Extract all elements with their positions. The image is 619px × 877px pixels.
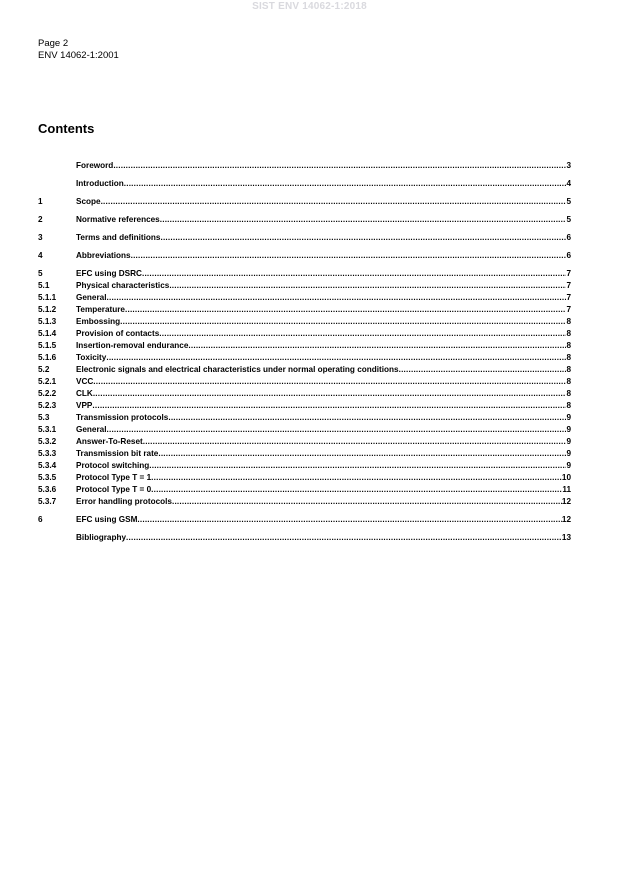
- toc-number: 5.3.5: [38, 473, 57, 482]
- page-header: [38, 38, 119, 62]
- toc-number: 5: [38, 269, 43, 278]
- toc-page: 9: [566, 449, 571, 458]
- toc-page: 8: [566, 377, 571, 386]
- toc-number: 5.3.7: [38, 497, 57, 506]
- toc-leader: [126, 532, 562, 543]
- toc-entry[interactable]: [38, 196, 571, 207]
- toc-number: 5.3.2: [38, 437, 57, 446]
- toc-entry[interactable]: [38, 352, 571, 363]
- toc-number: 5.1.5: [38, 341, 57, 350]
- toc-number: 5.3: [38, 413, 50, 422]
- toc-page: 7: [566, 293, 571, 302]
- toc-entry[interactable]: [38, 388, 571, 399]
- toc-entry[interactable]: [38, 514, 571, 525]
- toc-page: 9: [566, 413, 571, 422]
- toc-number: 5.2.3: [38, 401, 57, 410]
- toc-leader: [124, 178, 567, 189]
- toc-number: 2: [38, 215, 43, 224]
- toc-page: 8: [566, 353, 571, 362]
- toc-leader: [168, 412, 566, 423]
- toc-entry[interactable]: [38, 316, 571, 327]
- toc-title: Protocol Type T = 0: [76, 485, 152, 494]
- toc-title: Protocol switching: [76, 461, 150, 470]
- toc-number: 5.3.4: [38, 461, 57, 470]
- toc-page: 8: [566, 317, 571, 326]
- toc-title: Foreword: [76, 161, 114, 170]
- toc-entry[interactable]: [38, 484, 571, 495]
- toc-title: Terms and definitions: [76, 233, 161, 242]
- toc-number: 3: [38, 233, 43, 242]
- toc-title: Embossing: [76, 317, 121, 326]
- toc-leader: [107, 292, 567, 303]
- toc-page: 7: [566, 269, 571, 278]
- toc-entry[interactable]: [38, 250, 571, 261]
- toc-page: 9: [566, 425, 571, 434]
- toc-page: 11: [562, 485, 571, 494]
- toc-page: 8: [566, 365, 571, 374]
- toc-number: 5.1.1: [38, 293, 57, 302]
- toc-title: Introduction: [76, 179, 124, 188]
- toc-leader: [137, 514, 561, 525]
- toc-number: 5.1.2: [38, 305, 57, 314]
- toc-title: Answer-To-Reset: [76, 437, 143, 446]
- page-number: Page 2: [38, 38, 69, 49]
- toc-number: 5.1.3: [38, 317, 57, 326]
- toc-page: 13: [561, 533, 571, 542]
- toc-entry[interactable]: [38, 460, 571, 471]
- toc-entry[interactable]: [38, 496, 571, 507]
- toc-number: 5.2.1: [38, 377, 57, 386]
- toc-title: Abbreviations: [76, 251, 131, 260]
- toc-title: CLK: [76, 389, 93, 398]
- toc-leader: [159, 328, 566, 339]
- toc-title: Toxicity: [76, 353, 107, 362]
- watermark: SIST ENV 14062-1:2018: [252, 1, 367, 12]
- toc-title: Transmission protocols: [76, 413, 169, 422]
- toc-page: 7: [566, 281, 571, 290]
- toc-entry[interactable]: [38, 280, 571, 291]
- toc-page: 9: [566, 461, 571, 470]
- toc-entry[interactable]: [38, 178, 571, 189]
- toc-title: Temperature: [76, 305, 125, 314]
- document-id: ENV 14062-1:2001: [38, 50, 119, 61]
- toc-leader: [120, 316, 566, 327]
- toc-leader: [92, 400, 566, 411]
- toc-number: 6: [38, 515, 43, 524]
- toc-title: EFC using GSM: [76, 515, 138, 524]
- toc-number: 5.3.1: [38, 425, 57, 434]
- toc-title: Transmission bit rate: [76, 449, 159, 458]
- toc-leader: [149, 460, 566, 471]
- toc-number: 5.1: [38, 281, 50, 290]
- toc-title: General: [76, 293, 107, 302]
- toc-page: 5: [566, 215, 571, 224]
- toc-title: Insertion-removal endurance: [76, 341, 189, 350]
- toc-leader: [106, 352, 566, 363]
- toc-title: Electronic signals and electrical characteristics under normal operating conditions: [76, 365, 399, 374]
- toc-title: VPP: [76, 401, 93, 410]
- toc-title: Physical characteristics: [76, 281, 170, 290]
- toc-page: 6: [566, 233, 571, 242]
- toc-entry[interactable]: [38, 214, 571, 225]
- toc-entry[interactable]: [38, 160, 571, 171]
- toc-leader: [143, 436, 567, 447]
- toc-leader: [160, 214, 567, 225]
- toc-leader: [142, 268, 566, 279]
- toc-entry[interactable]: [38, 340, 571, 351]
- toc-entry[interactable]: [38, 412, 571, 423]
- toc-entry[interactable]: [38, 376, 571, 387]
- toc-leader: [172, 496, 562, 507]
- toc-leader: [113, 160, 566, 171]
- toc-leader: [93, 376, 566, 387]
- toc-number: 5.3.6: [38, 485, 57, 494]
- toc-leader: [151, 472, 562, 483]
- toc-leader: [131, 250, 567, 261]
- toc-title: Protocol Type T = 1: [76, 473, 152, 482]
- toc-leader: [188, 340, 566, 351]
- toc-entry[interactable]: [38, 328, 571, 339]
- toc-number: 5.3.3: [38, 449, 57, 458]
- toc-title: EFC using DSRC: [76, 269, 142, 278]
- toc-entry[interactable]: [38, 448, 571, 459]
- toc-page: 10: [561, 473, 571, 482]
- toc-leader: [93, 388, 567, 399]
- toc-leader: [107, 424, 567, 435]
- toc-entry[interactable]: [38, 292, 571, 303]
- toc-entry[interactable]: [38, 532, 571, 543]
- toc-leader: [158, 448, 566, 459]
- toc-number: 5.1.6: [38, 353, 57, 362]
- toc-entry[interactable]: [38, 268, 571, 279]
- toc-entry[interactable]: [38, 424, 571, 435]
- toc-number: 5.1.4: [38, 329, 57, 338]
- toc-page: 8: [566, 329, 571, 338]
- toc-page: 12: [561, 497, 571, 506]
- toc-number: 1: [38, 197, 43, 206]
- toc-leader: [151, 484, 562, 495]
- toc-entry[interactable]: [38, 472, 571, 483]
- toc-page: 8: [566, 341, 571, 350]
- toc-entry[interactable]: [38, 232, 571, 243]
- toc-number: 5.2: [38, 365, 50, 374]
- toc-title: General: [76, 425, 107, 434]
- toc-number: 4: [38, 251, 43, 260]
- toc-page: 8: [566, 389, 571, 398]
- toc-title: Provision of contacts: [76, 329, 160, 338]
- toc-page: 3: [566, 161, 571, 170]
- contents-heading: Contents: [38, 121, 95, 136]
- toc-page: 9: [566, 437, 571, 446]
- toc-title: Error handling protocols: [76, 497, 172, 506]
- toc-page: 5: [566, 197, 571, 206]
- toc-title: VCC: [76, 377, 94, 386]
- toc-leader: [169, 280, 566, 291]
- toc-leader: [399, 364, 567, 375]
- toc-title: Scope: [76, 197, 101, 206]
- toc-entry[interactable]: [38, 304, 571, 315]
- toc-number: 5.2.2: [38, 389, 57, 398]
- toc-title: Normative references: [76, 215, 160, 224]
- toc-entry[interactable]: [38, 400, 571, 411]
- toc-page: 6: [566, 251, 571, 260]
- toc-entry[interactable]: [38, 364, 571, 375]
- toc-page: 8: [566, 401, 571, 410]
- toc-title: Bibliography: [76, 533, 127, 542]
- toc-entry[interactable]: [38, 436, 571, 447]
- toc-leader: [125, 304, 566, 315]
- toc-leader: [101, 196, 567, 207]
- toc-page: 12: [561, 515, 571, 524]
- toc-page: 7: [566, 305, 571, 314]
- toc-page: 4: [566, 179, 571, 188]
- toc-leader: [160, 232, 566, 243]
